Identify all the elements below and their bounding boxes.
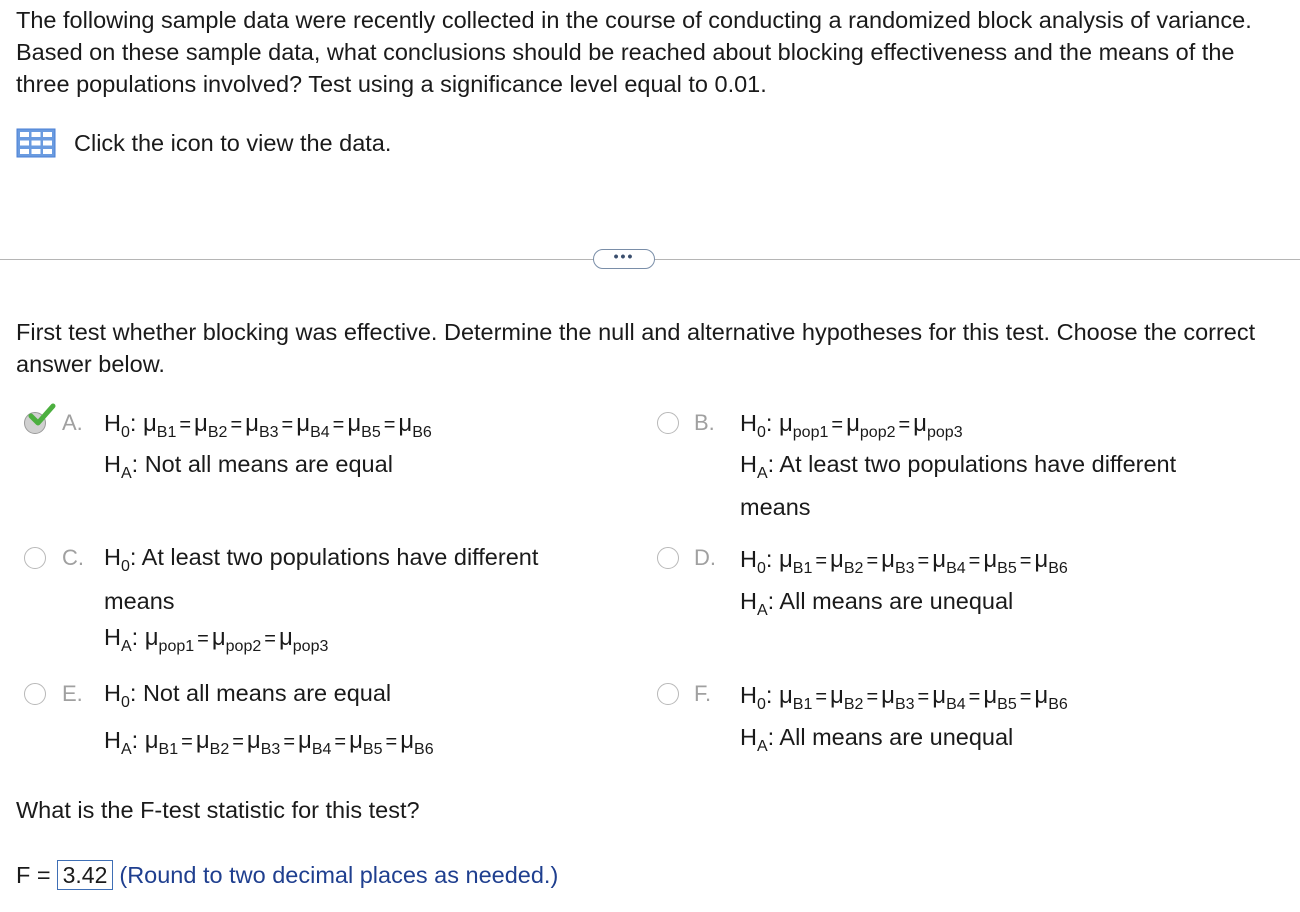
f-test-answer-row xyxy=(16,860,558,890)
option-b-ha-cont: means xyxy=(740,494,811,520)
option-b-ha[interactable]: $H_A$: At least two populations have different xyxy=(740,451,1177,482)
ellipsis-icon: ••• xyxy=(613,248,635,264)
option-e-radio[interactable] xyxy=(24,683,46,705)
option-f-ha[interactable]: $H_A$: All means are unequal xyxy=(740,724,1014,755)
question-text: The following sample data were recently collected in the course of conducting a randomized block analysis of variance. Based on these sample data, what conclusions should be reached about blocking effectiveness and the means of the three populations involved? Test using a significance level equal to 0.01. xyxy=(16,7,1252,97)
option-f-radio[interactable] xyxy=(657,683,679,705)
option-d-h0[interactable]: $H_0$: $\mu_{B1} = \mu_{B2} = \mu_{B3} = \mu_{B4} = \mu_{B5} = \mu_{B6}$ xyxy=(740,546,1068,577)
view-data-link[interactable] xyxy=(16,128,391,158)
option-e-h0[interactable]: $H_0$: Not all means are equal xyxy=(104,680,392,711)
option-f-h0[interactable]: $H_0$: $\mu_{B1} = \mu_{B2} = \mu_{B3} = \mu_{B4} = \mu_{B5} = \mu_{B6}$ xyxy=(740,682,1068,713)
option-e-ha[interactable]: $H_A$: $\mu_{B1} = \mu_{B2} = \mu_{B3} = \mu_{B4} = \mu_{B5} = \mu_{B6}$ xyxy=(104,727,434,758)
table-grid-icon[interactable] xyxy=(16,128,56,158)
option-c-ha[interactable]: $H_A$: $\mu_{pop1} = \mu_{pop2} = \mu_{pop3}$ xyxy=(104,624,329,655)
f-test-question: What is the F-test statistic for this test? xyxy=(16,797,420,823)
option-a-h0[interactable]: $H_0$: $\mu_{B1} = \mu_{B2} = \mu_{B3} = \mu_{B4} = \mu_{B5} = \mu_{B6}$ xyxy=(104,410,432,441)
option-a-letter: A. xyxy=(62,410,83,435)
option-b-letter: B. xyxy=(694,410,715,435)
option-f-letter: F. xyxy=(694,681,712,706)
expand-more-button[interactable] xyxy=(593,249,655,269)
option-c-radio[interactable] xyxy=(24,547,46,569)
view-data-label[interactable]: Click the icon to view the data. xyxy=(74,129,392,156)
part-prompt: First test whether blocking was effective. Determine the null and alternative hypotheses for this test. Choose the correct answer below. xyxy=(16,319,1256,377)
f-value-input[interactable]: 3.42 xyxy=(57,860,114,890)
option-d-ha[interactable]: $H_A$: All means are unequal xyxy=(740,588,1014,619)
checkmark-icon xyxy=(28,403,56,429)
option-a-ha[interactable]: $H_A$: Not all means are equal xyxy=(104,451,393,482)
option-c-letter: C. xyxy=(62,545,84,570)
option-e-letter: E. xyxy=(62,681,83,706)
option-c-h0-cont: means xyxy=(104,588,175,614)
option-b-radio[interactable] xyxy=(657,412,679,434)
f-label: F = xyxy=(16,861,51,888)
option-b-h0[interactable]: $H_0$: $\mu_{pop1} = \mu_{pop2} = \mu_{pop3}$ xyxy=(740,410,963,441)
option-c-h0[interactable]: $H_0$: At least two populations have different xyxy=(104,544,539,575)
option-d-radio[interactable] xyxy=(657,547,679,569)
option-d-letter: D. xyxy=(694,545,716,570)
rounding-hint: (Round to two decimal places as needed.) xyxy=(119,861,559,888)
